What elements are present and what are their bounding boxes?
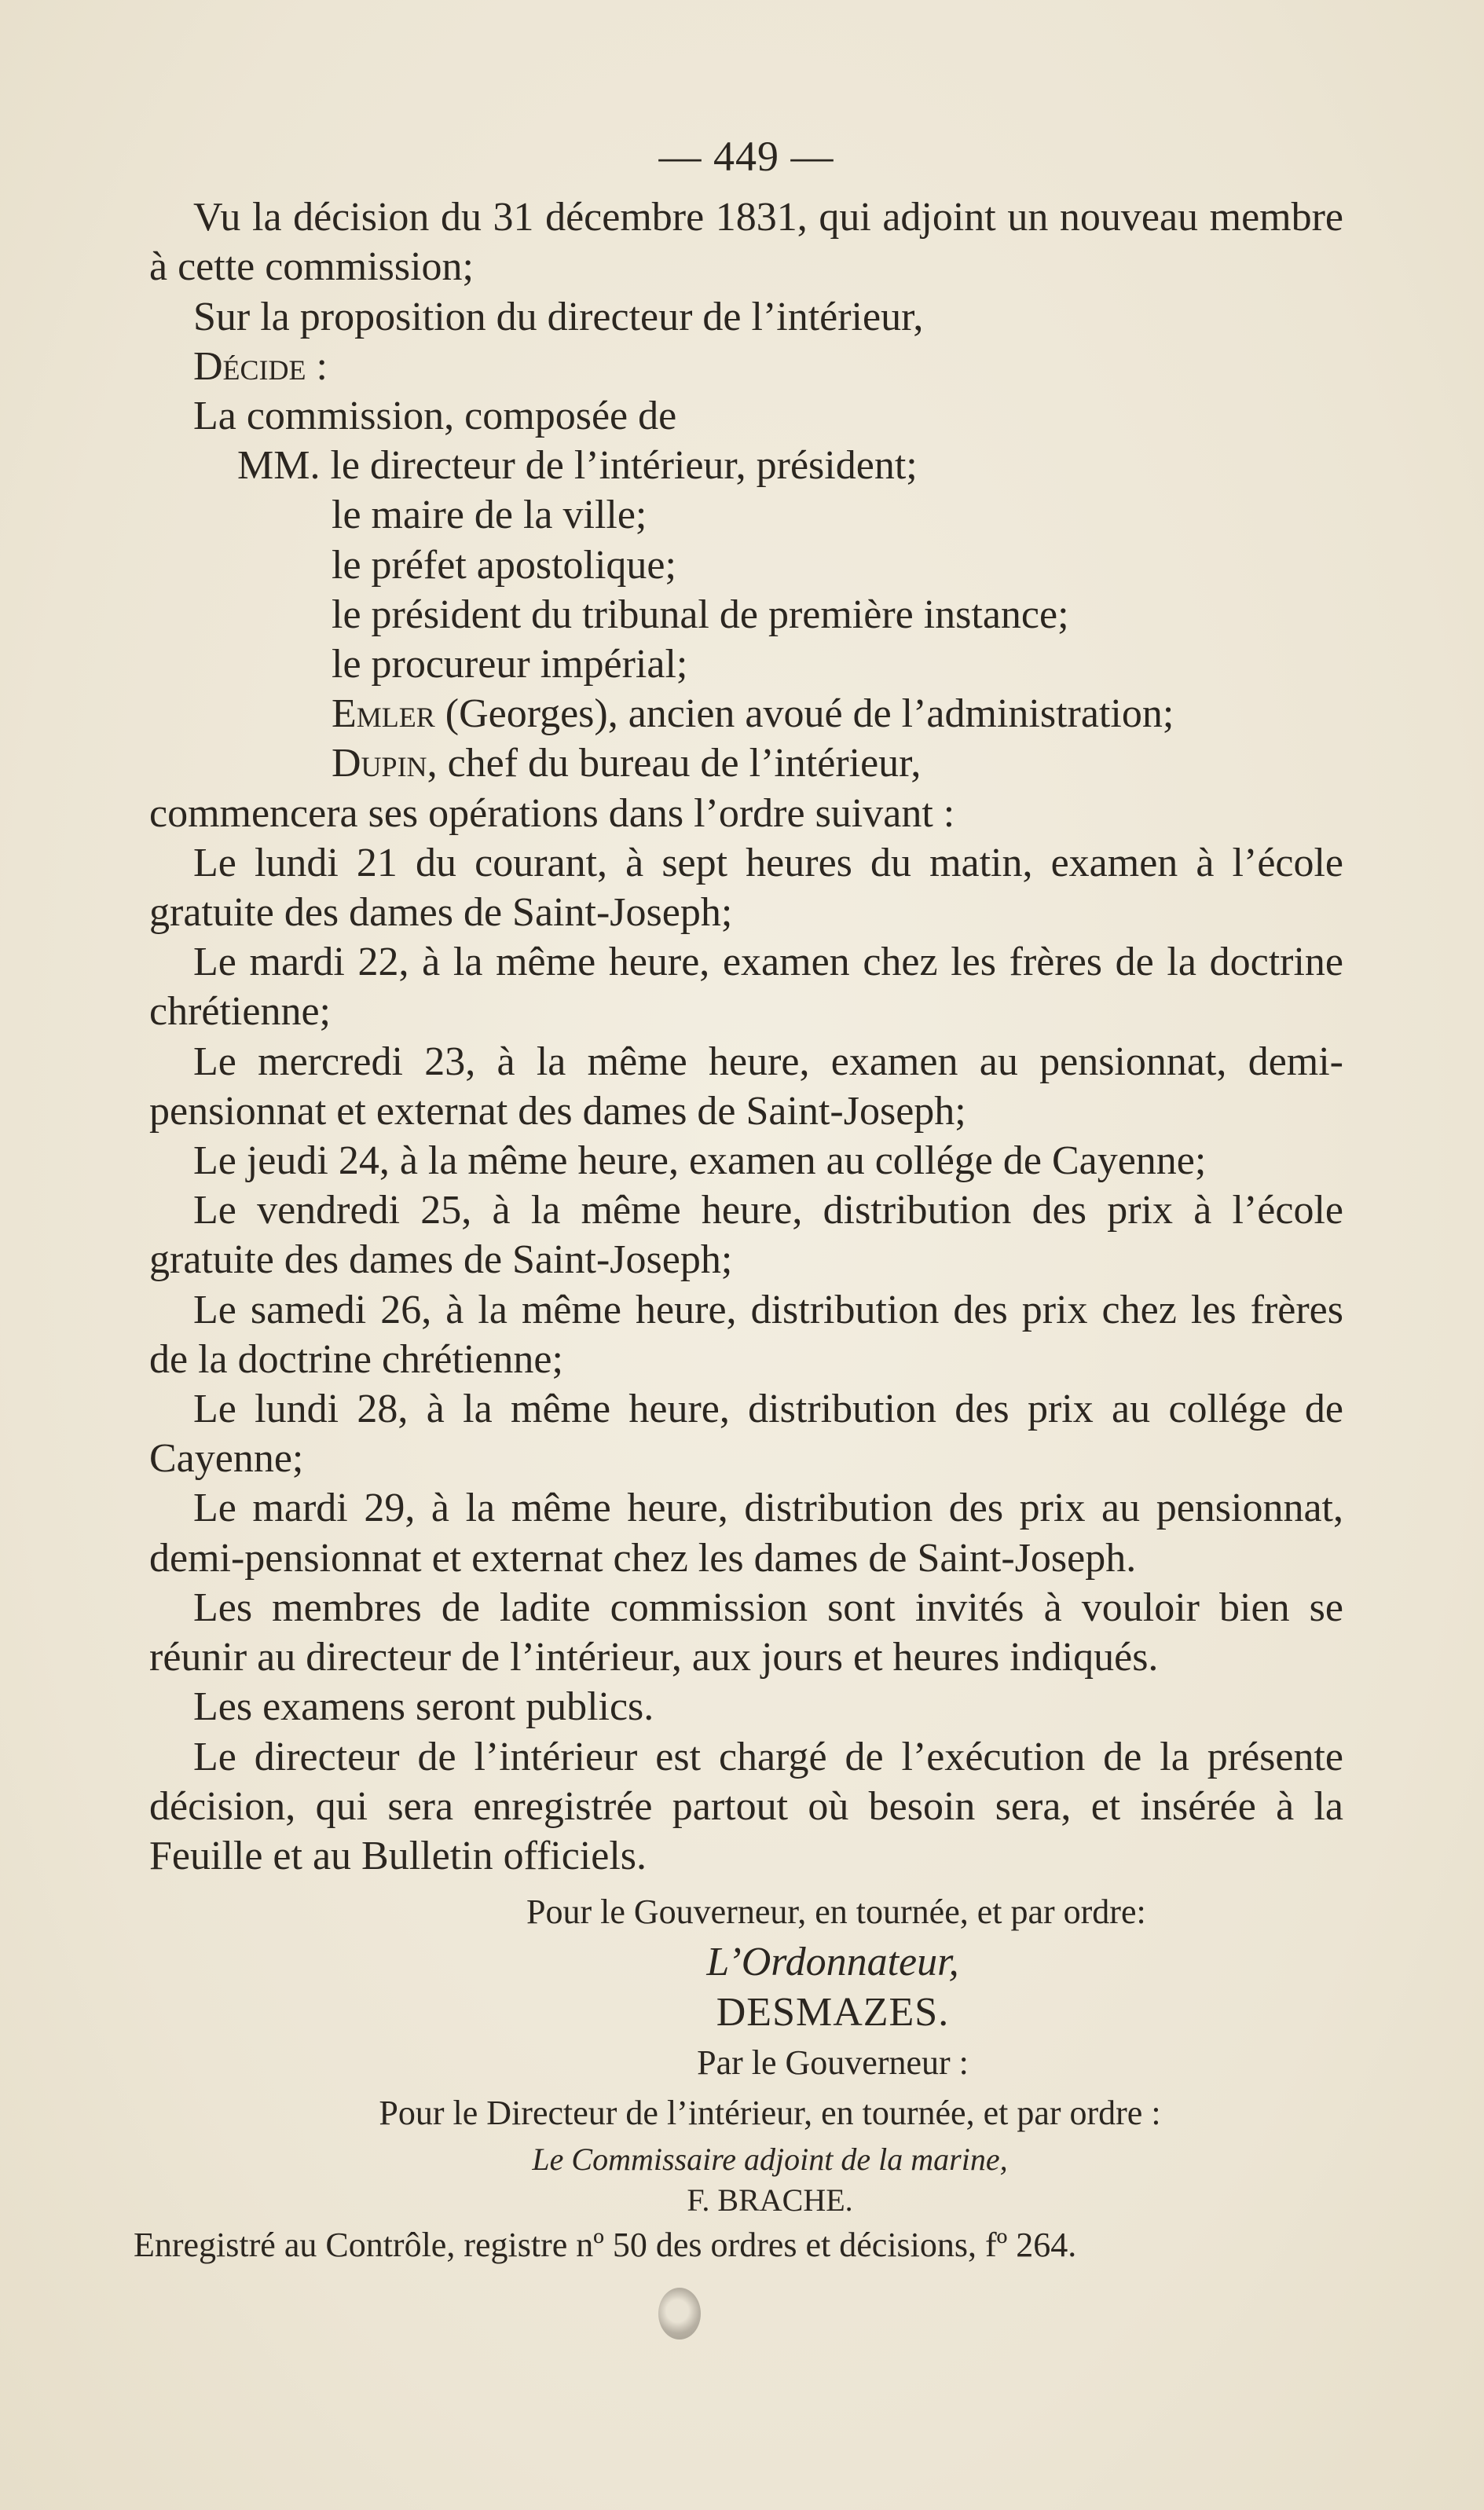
member-prefet: le préfet apostolique; xyxy=(332,542,676,588)
member-dupin-name: Dupin xyxy=(332,741,427,786)
commission-intro: La commission, composée de xyxy=(193,394,677,439)
pour-directeur: Pour le Directeur de l’intérieur, en tournée, et par ordre : xyxy=(379,2094,1161,2133)
page-number: — 449 — xyxy=(658,133,834,180)
text-column xyxy=(134,132,1343,2270)
par-gouverneur: Par le Gouverneur : xyxy=(697,2043,969,2083)
schedule-item: Le mardi 29, à la même heure, distribution des prix au pensionnat, demi-pensionnat et externat chez les dames de Saint-Joseph. xyxy=(149,1486,1343,1581)
schedule-item: Le lundi 21 du courant, à sept heures du matin, examen à l’école gratuite des dames de Saint-Joseph; xyxy=(149,840,1343,936)
closing-paragraph: Les examens seront publics. xyxy=(193,1684,654,1730)
pour-gouverneur: Pour le Gouverneur, en tournée, et par ordre: xyxy=(526,1893,1146,1932)
decide-heading: Décide : xyxy=(193,343,328,389)
schedule-item: Le lundi 28, à la même heure, distribution des prix au collége de Cayenne; xyxy=(149,1387,1343,1482)
commissaire-title: Le Commissaire adjoint de la marine, xyxy=(532,2142,1008,2178)
member-dupin-rest: , chef du bureau de l’intérieur, xyxy=(427,741,922,786)
member-emler-rest: (Georges), ancien avoué de l’administration; xyxy=(434,691,1174,737)
ordonnateur-title: L’Ordonnateur, xyxy=(706,1940,959,1985)
member-president: le président du tribunal de première instance; xyxy=(332,592,1069,637)
enregistre-line: Enregistré au Contrôle, registre nº 50 des ordres et décisions, fº 264. xyxy=(134,2226,1077,2265)
signature-block xyxy=(134,1887,1343,2270)
closing-paragraph: Les membres de ladite commission sont invités à vouloir bien se réunir au directeur de l’intérieur, aux jours et heures indiqués. xyxy=(149,1585,1343,1680)
member-emler-name: Emler xyxy=(332,691,435,737)
schedule-item: Le vendredi 25, à la même heure, distribution des prix à l’école gratuite des dames de Saint-Joseph; xyxy=(149,1188,1343,1283)
schedule-item: Le jeudi 24, à la même heure, examen au collége de Cayenne; xyxy=(193,1138,1207,1184)
member-maire: le maire de la ville; xyxy=(332,493,647,538)
paragraph-sur: Sur la proposition du directeur de l’intérieur, xyxy=(193,294,924,339)
members-lead: MM. le directeur de l’intérieur, président; xyxy=(237,443,918,489)
member-dupin xyxy=(149,738,1343,788)
schedule-item: Le mercredi 23, à la même heure, examen au pensionnat, demi-pensionnat et externat des dames de Saint-Joseph; xyxy=(149,1039,1343,1134)
commencera-line: commencera ses opérations dans l’ordre suivant : xyxy=(149,790,955,836)
member-emler xyxy=(149,689,1343,738)
schedule-item: Le samedi 26, à la même heure, distribution des prix chez les frères de la doctrine chrétienne; xyxy=(149,1287,1343,1382)
paragraph-vu: Vu la décision du 31 décembre 1831, qui adjoint un nouveau membre à cette commission; xyxy=(149,195,1343,290)
member-procureur: le procureur impérial; xyxy=(332,642,688,687)
desmazes-name: DESMAZES. xyxy=(716,1990,950,2035)
brache-name: F. BRACHE. xyxy=(687,2182,853,2219)
ink-stamp-mark xyxy=(658,2288,701,2340)
closing-paragraph: Le directeur de l’intérieur est chargé de l’exécution de la présente décision, qui sera enregistrée partout où besoin sera, et insérée à la Feuille et au Bulletin officiels. xyxy=(149,1734,1343,1878)
schedule-item: Le mardi 22, à la même heure, examen chez les frères de la doctrine chrétienne; xyxy=(149,940,1343,1035)
